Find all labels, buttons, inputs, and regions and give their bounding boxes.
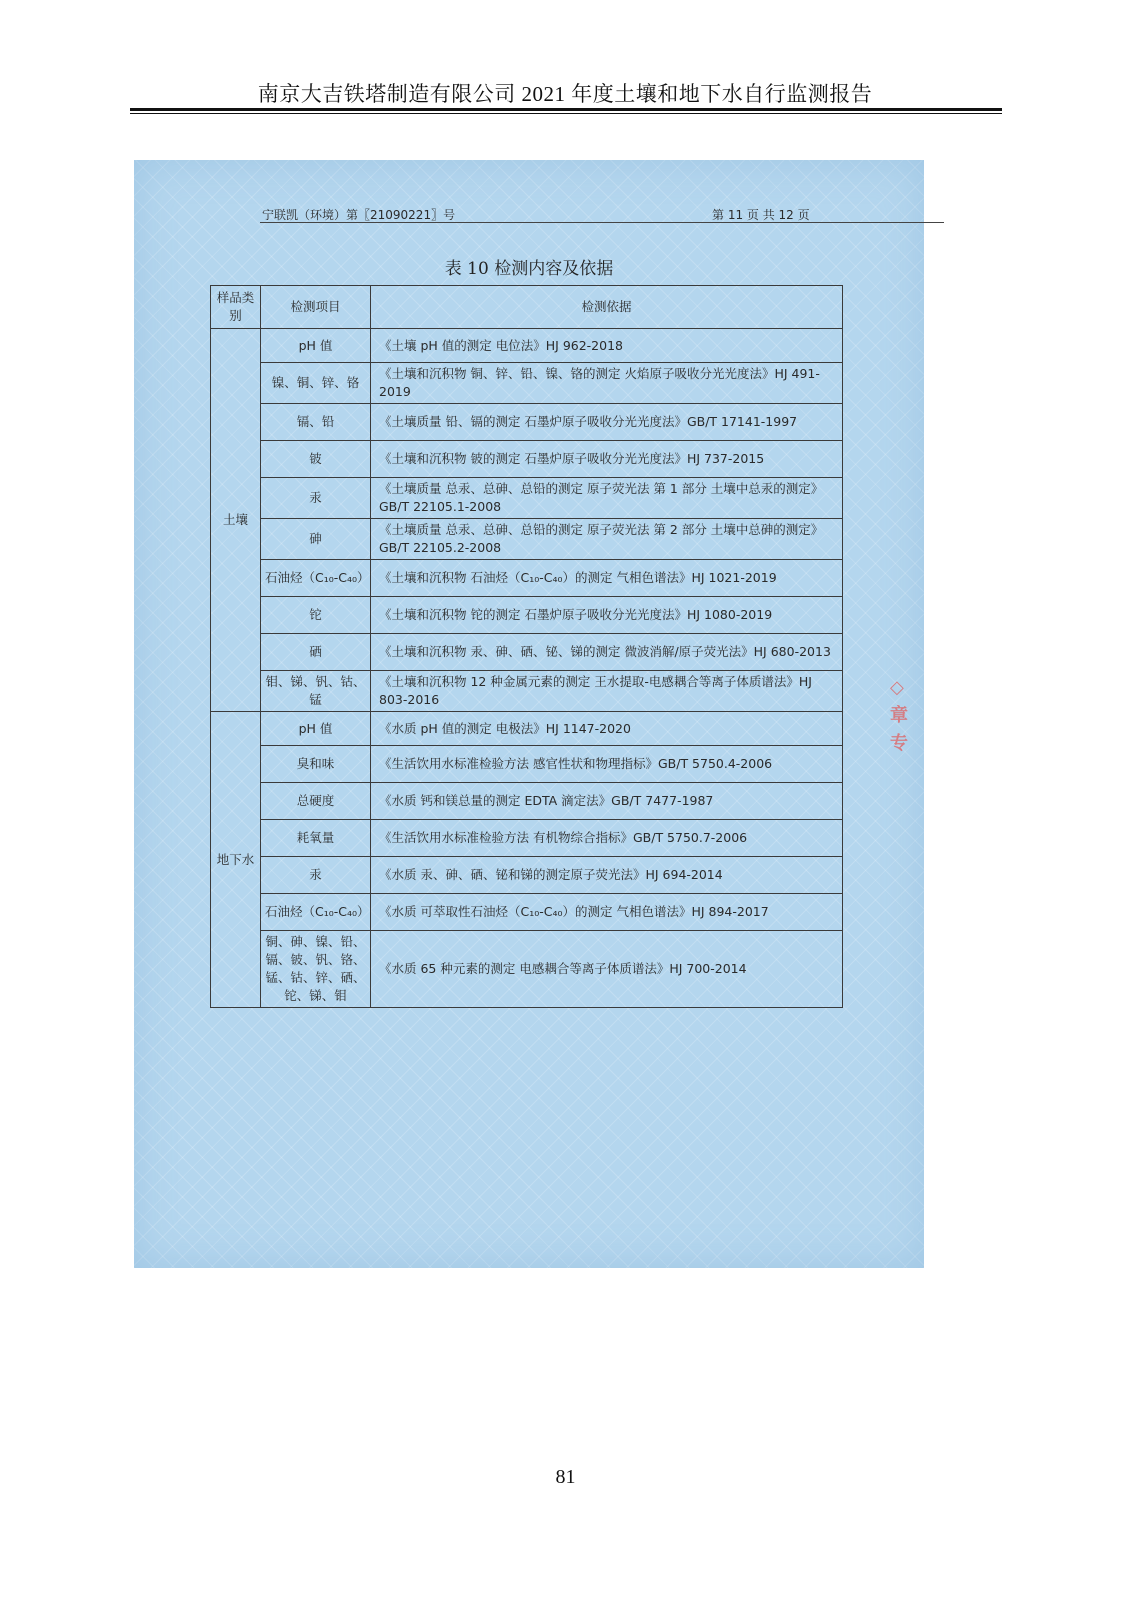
item-cell: 石油烃（C₁₀-C₄₀） bbox=[261, 560, 371, 597]
item-cell: 镉、铅 bbox=[261, 404, 371, 441]
table-header-row bbox=[211, 286, 843, 329]
item-cell: 铊 bbox=[261, 597, 371, 634]
page-header-title: 南京大吉铁塔制造有限公司 2021 年度土壤和地下水自行监测报告 bbox=[257, 82, 873, 106]
item-cell: 臭和味 bbox=[261, 746, 371, 783]
item-cell: 砷 bbox=[261, 519, 371, 560]
category-groundwater: 地下水 bbox=[211, 712, 261, 1008]
table-row bbox=[211, 404, 843, 441]
table-row bbox=[211, 478, 843, 519]
table-row bbox=[211, 820, 843, 857]
basis-cell: 《水质 钙和镁总量的测定 EDTA 滴定法》GB/T 7477-1987 bbox=[371, 783, 843, 820]
item-cell: 钼、锑、钒、钴、锰 bbox=[261, 671, 371, 712]
page-number: 81 bbox=[555, 1466, 576, 1488]
basis-cell: 《土壤和沉积物 12 种金属元素的测定 王水提取-电感耦合等离子体质谱法》HJ 803-2016 bbox=[371, 671, 843, 712]
column-header-category: 样品类别 bbox=[211, 286, 261, 329]
basis-cell: 《土壤质量 铅、镉的测定 石墨炉原子吸收分光光度法》GB/T 17141-1997 bbox=[371, 404, 843, 441]
table-row bbox=[211, 519, 843, 560]
basis-cell: 《土壤 pH 值的测定 电位法》HJ 962-2018 bbox=[371, 329, 843, 363]
table-row bbox=[211, 363, 843, 404]
basis-cell: 《水质 pH 值的测定 电极法》HJ 1147-2020 bbox=[371, 712, 843, 746]
item-cell: 镍、铜、锌、铬 bbox=[261, 363, 371, 404]
item-cell: 总硬度 bbox=[261, 783, 371, 820]
basis-cell: 《土壤和沉积物 汞、砷、硒、铋、锑的测定 微波消解/原子荧光法》HJ 680-2013 bbox=[371, 634, 843, 671]
basis-cell: 《水质 65 种元素的测定 电感耦合等离子体质谱法》HJ 700-2014 bbox=[371, 931, 843, 1008]
table-row bbox=[211, 783, 843, 820]
item-cell: 汞 bbox=[261, 857, 371, 894]
item-cell: 石油烃（C₁₀-C₄₀） bbox=[261, 894, 371, 931]
table-row bbox=[211, 441, 843, 478]
table-row bbox=[211, 634, 843, 671]
item-cell: 耗氧量 bbox=[261, 820, 371, 857]
item-cell: pH 值 bbox=[261, 712, 371, 746]
report-number: 宁联凯（环境）第〖21090221〗号 bbox=[262, 208, 456, 222]
table-row bbox=[211, 712, 843, 746]
column-header-basis: 检测依据 bbox=[371, 286, 843, 329]
header-rule-thin bbox=[130, 113, 1002, 114]
basis-cell: 《土壤质量 总汞、总砷、总铅的测定 原子荧光法 第 1 部分 土壤中总汞的测定》GB/T 22105.1-2008 bbox=[371, 478, 843, 519]
basis-cell: 《水质 可萃取性石油烃（C₁₀-C₄₀）的测定 气相色谱法》HJ 894-2017 bbox=[371, 894, 843, 931]
seal-stamp-fragment: ◇章专 bbox=[890, 677, 908, 754]
item-cell: 铜、砷、镍、铅、镉、铍、钒、铬、锰、钴、锌、硒、铊、锑、钼 bbox=[261, 931, 371, 1008]
header-rule bbox=[130, 108, 1002, 111]
report-page-count: 第 11 页 共 12 页 bbox=[712, 208, 810, 222]
item-cell: 铍 bbox=[261, 441, 371, 478]
basis-cell: 《土壤和沉积物 铊的测定 石墨炉原子吸收分光光度法》HJ 1080-2019 bbox=[371, 597, 843, 634]
table-row bbox=[211, 857, 843, 894]
table-row bbox=[211, 931, 843, 1008]
basis-cell: 《土壤和沉积物 铍的测定 石墨炉原子吸收分光光度法》HJ 737-2015 bbox=[371, 441, 843, 478]
table-row bbox=[211, 597, 843, 634]
table-row bbox=[211, 671, 843, 712]
item-cell: 硒 bbox=[261, 634, 371, 671]
table-row bbox=[211, 746, 843, 783]
table-row bbox=[211, 894, 843, 931]
report-header-rule bbox=[260, 222, 944, 223]
column-header-item: 检测项目 bbox=[261, 286, 371, 329]
category-soil: 土壤 bbox=[211, 329, 261, 712]
table-row bbox=[211, 560, 843, 597]
item-cell: pH 值 bbox=[261, 329, 371, 363]
basis-cell: 《生活饮用水标准检验方法 有机物综合指标》GB/T 5750.7-2006 bbox=[371, 820, 843, 857]
basis-cell: 《土壤质量 总汞、总砷、总铅的测定 原子荧光法 第 2 部分 土壤中总砷的测定》GB/T 22105.2-2008 bbox=[371, 519, 843, 560]
basis-cell: 《水质 汞、砷、硒、铋和锑的测定原子荧光法》HJ 694-2014 bbox=[371, 857, 843, 894]
basis-cell: 《土壤和沉积物 石油烃（C₁₀-C₄₀）的测定 气相色谱法》HJ 1021-2019 bbox=[371, 560, 843, 597]
item-cell: 汞 bbox=[261, 478, 371, 519]
table-row bbox=[211, 329, 843, 363]
table-title: 表 10 检测内容及依据 bbox=[444, 259, 614, 279]
basis-cell: 《土壤和沉积物 铜、锌、铅、镍、铬的测定 火焰原子吸收分光光度法》HJ 491-2019 bbox=[371, 363, 843, 404]
basis-cell: 《生活饮用水标准检验方法 感官性状和物理指标》GB/T 5750.4-2006 bbox=[371, 746, 843, 783]
detection-basis-table bbox=[210, 285, 843, 1008]
scanned-report-page bbox=[134, 160, 924, 1268]
